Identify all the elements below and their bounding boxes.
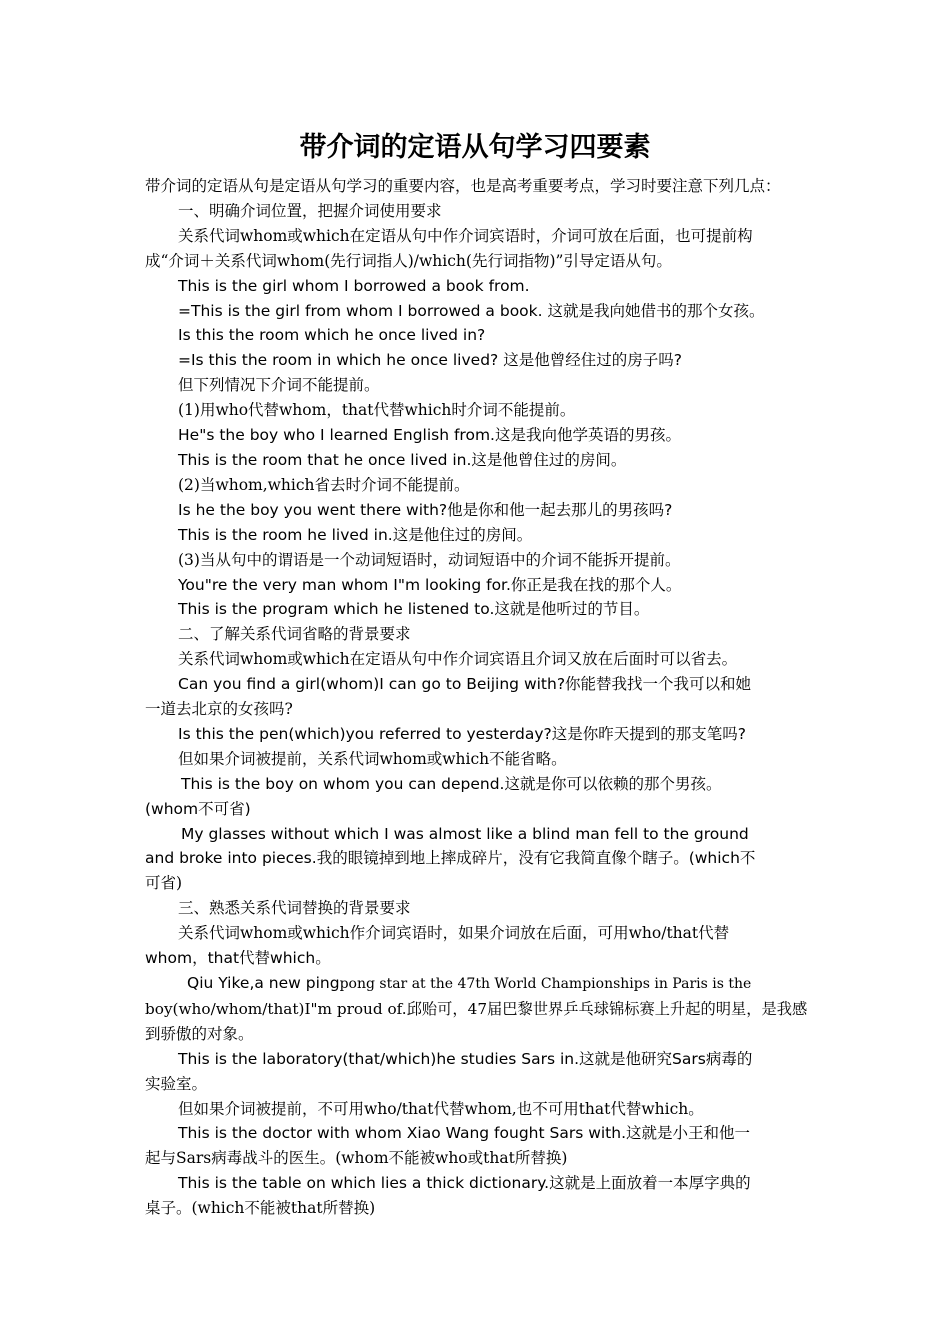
document-title: 带介词的定语从句学习四要素 <box>299 132 651 163</box>
paragraph-line: 但下列情况下介词不能提前。 <box>178 376 380 395</box>
example-sentence-cont: boy(who/whom/that)I"m proud of.邱贻可，47届巴黎世界乒乓球锦标赛上升起的明星，是我感 <box>145 999 808 1018</box>
example-sentence: You"re the very man whom I"m looking for.你正是我在找的那个人。 <box>178 575 682 594</box>
example-sentence: This is the girl whom I borrowed a book from. <box>178 276 530 295</box>
example-sentence-cont: and broke into pieces.我的眼镜掉到地上摔成碎片，没有它我简直像个瞎子。(which不 <box>145 849 756 868</box>
section-heading-1: 一、明确介词位置，把握介词使用要求 <box>178 201 442 220</box>
example-sentence: He"s the boy who I learned English from.这是我向他学英语的男孩。 <box>178 426 681 445</box>
section-heading-3: 三、熟悉关系代词替换的背景要求 <box>178 899 411 918</box>
example-sentence: Is he the boy you went there with?他是你和他一起去那儿的男孩吗? <box>178 500 673 519</box>
intro-paragraph: 带介词的定语从句是定语从句学习的重要内容，也是高考重要考点，学习时要注意下列几点： <box>145 177 781 195</box>
paragraph-line: 关系代词whom或which作介词宾语时，如果介词放在后面，可用who/that代替 <box>178 924 730 943</box>
paragraph-line: whom，that代替which。 <box>145 949 331 968</box>
example-sentence-cont: 起与Sars病毒战斗的医生。(whom不能被who或that所替换) <box>145 1149 568 1168</box>
example-sentence-cont: 桌子。(which不能被that所替换) <box>145 1199 376 1218</box>
example-sentence: This is the room he lived in.这是他住过的房间。 <box>178 525 533 544</box>
example-sentence: This is the laboratory(that/which)he studies Sars in.这就是他研究Sars病毒的 <box>178 1049 753 1068</box>
example-sentence: This is the table on which lies a thick dictionary.这就是上面放着一本厚字典的 <box>178 1174 751 1193</box>
example-sentence-cont: 一道去北京的女孩吗? <box>145 700 293 719</box>
rule-item-3: (3)当从句中的谓语是一个动词短语时，动词短语中的介词不能拆开提前。 <box>178 550 681 569</box>
example-sentence-cont: 实验室。 <box>145 1074 208 1093</box>
example-note: (whom不可省) <box>145 799 251 818</box>
example-sentence: This is the doctor with whom Xiao Wang fought Sars with.这就是小王和他一 <box>178 1124 751 1143</box>
rule-item-2: (2)当whom,which省去时介词不能提前。 <box>178 475 470 494</box>
section-heading-2: 二、了解关系代词省略的背景要求 <box>178 625 411 644</box>
example-sentence: This is the boy on whom you can depend.这就是你可以依赖的那个男孩。 <box>181 774 722 793</box>
example-sentence: Can you find a girl(whom)I can go to Beijing with?你能替我找一个我可以和她 <box>178 675 752 694</box>
example-sentence-part: Qiu Yike,a new ping <box>187 974 340 992</box>
example-sentence-cont: 可省) <box>145 874 183 893</box>
paragraph-line: 成“介词＋关系代词whom(先行词指人)/which(先行词指物)”引导定语从句。 <box>145 251 672 270</box>
paragraph-line: 但如果介词被提前，关系代词whom或which不能省略。 <box>178 749 567 768</box>
example-sentence: This is the program which he listened to.这就是他听过的节目。 <box>178 600 650 619</box>
example-sentence: Is this the room which he once lived in? <box>178 326 486 345</box>
rule-item-1: (1)用who代替whom，that代替which时介词不能提前。 <box>178 401 576 420</box>
example-sentence: My glasses without which I was almost like a blind man fell to the ground <box>181 824 749 843</box>
example-sentence: Is this the pen(which)you referred to yesterday?这是你昨天提到的那支笔吗? <box>178 724 746 743</box>
example-sentence: This is the room that he once lived in.这是他曾住过的房间。 <box>178 450 627 469</box>
example-sentence: =This is the girl from whom I borrowed a book. 这就是我向她借书的那个女孩。 <box>178 301 765 320</box>
paragraph-line: 但如果介词被提前，不可用who/that代替whom,也不可用that代替which。 <box>178 1099 704 1118</box>
example-sentence: =Is this the room in which he once lived? 这是他曾经住过的房子吗? <box>178 351 682 370</box>
example-sentence-cont: 到骄傲的对象。 <box>145 1024 254 1043</box>
paragraph-line: 关系代词whom或which在定语从句中作介词宾语时，介词可放在后面，也可提前构 <box>178 226 753 245</box>
paragraph-line: 关系代词whom或which在定语从句中作介词宾语且介词又放在后面时可以省去。 <box>178 650 738 669</box>
document-body <box>145 174 810 1221</box>
example-sentence-part: pong star at the 47th World Championships in Paris is the <box>339 976 752 992</box>
example-sentence <box>145 971 810 997</box>
